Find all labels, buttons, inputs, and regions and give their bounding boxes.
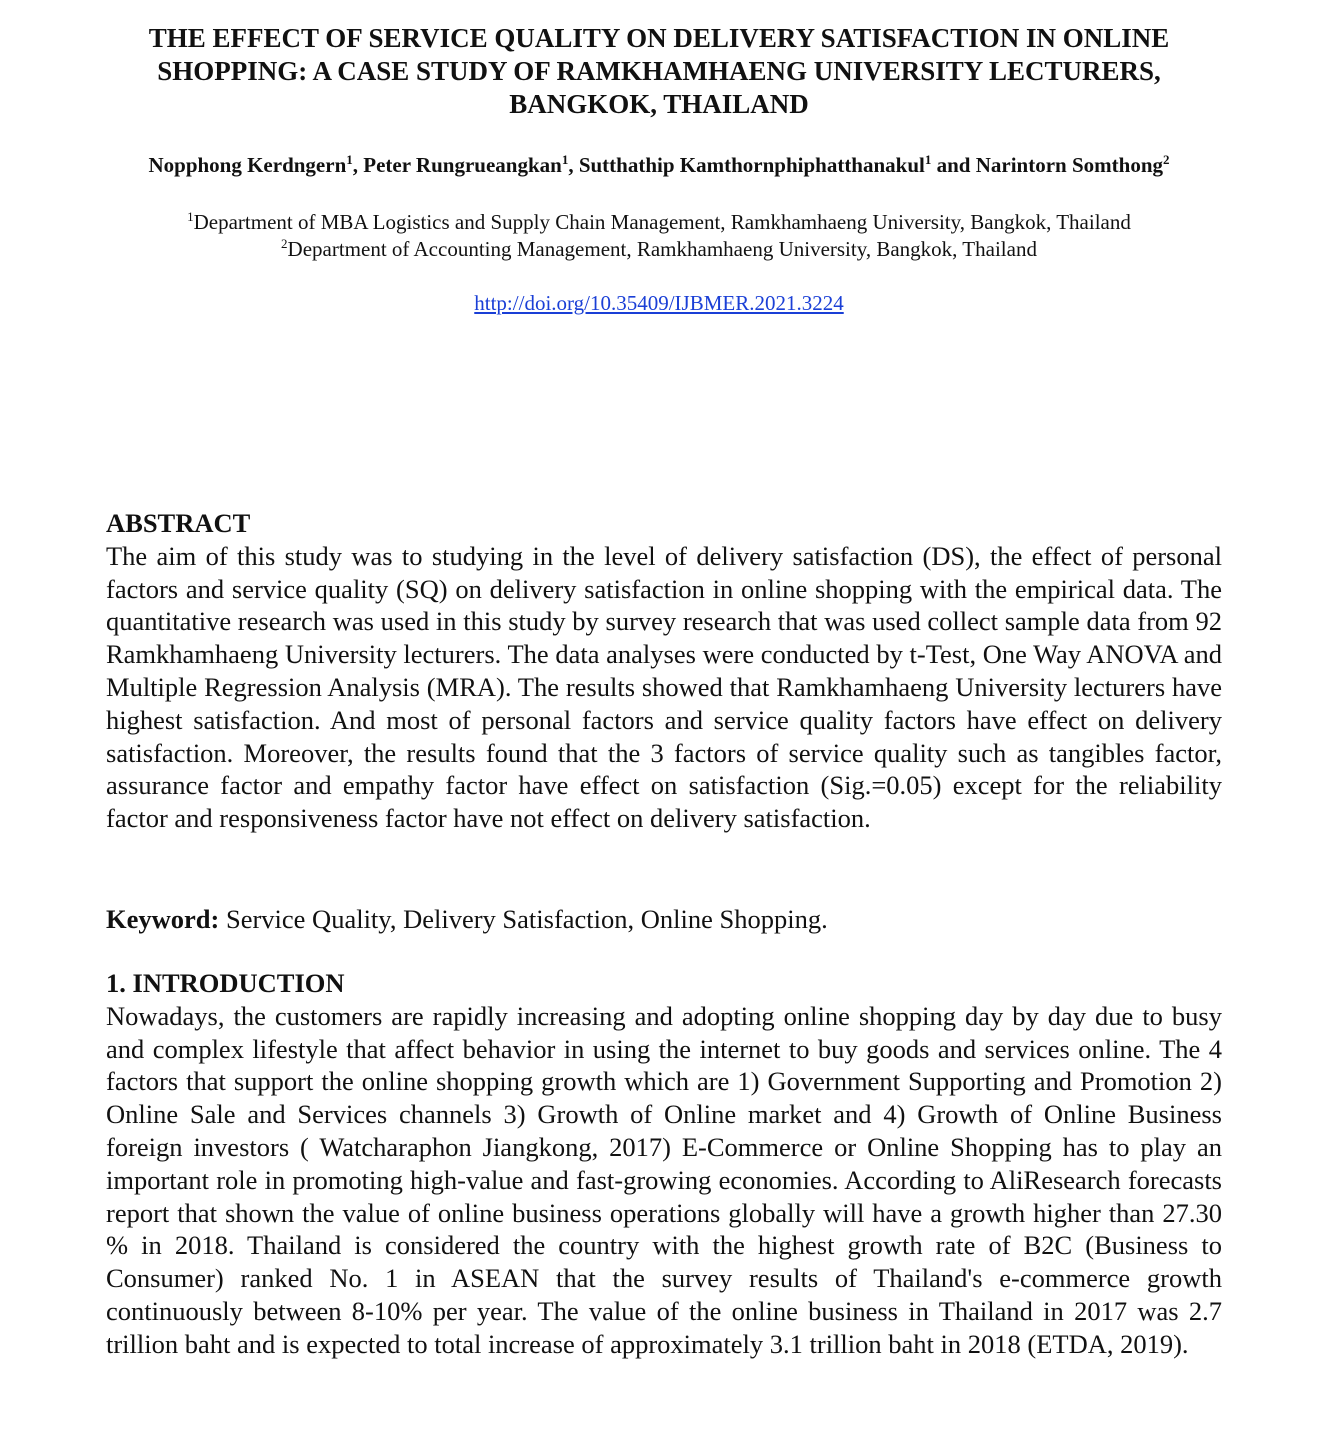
author-affiliation-mark: 1	[346, 152, 353, 167]
introduction-section	[106, 967, 1222, 1361]
author-separator: and	[931, 153, 976, 177]
affiliation-text: Department of MBA Logistics and Supply Chain Management, Ramkhamhaeng University, Bangkok, Thailand	[193, 210, 1131, 234]
author-affiliation-mark: 2	[1163, 152, 1170, 167]
author-affiliation-mark: 1	[924, 152, 932, 167]
introduction-text: Nowadays, the customers are rapidly increasing and adopting online shopping day by day due to busy and complex lifestyle that affect behavior in using the internet to buy goods and services online. The 4 factors that support the online shopping growth which are 1) Government Supporting and Promotion 2) Online Sale and Services channels 3) Growth of Online market and 4) Growth of Online Business foreign investors ( Watcharaphon Jiangkong, 2017) E-Commerce or Online Shopping has to play an important role in promoting high-value and fast-growing economies. According to AliResearch forecasts report that shown the value of online business operations globally will have a growth higher than 27.30 % in 2018. Thailand is considered the country with the highest growth rate of B2C (Business to Consumer) ranked No. 1 in ASEAN that the survey results of Thailand's e-commerce growth continuously between 8-10% per year. The value of the online business in Thailand in 2017 was 2.7 trillion baht and is expected to total increase of approximately 3.1 trillion baht in 2018 (ETDA, 2019).	[106, 1000, 1222, 1359]
keyword-line	[106, 903, 1222, 936]
keyword-label: Keyword:	[106, 904, 220, 934]
keyword-text: Service Quality, Delivery Satisfaction, Online Shopping.	[219, 904, 828, 934]
abstract-text: The aim of this study was to studying in the level of delivery satisfaction (DS), the effect of personal factors and service quality (SQ) on delivery satisfaction in online shopping with the empirical data. The quantitative research was used in this study by survey research that was used collect sample data from 92 Ramkhamhaeng University lecturers. The data analyses were conducted by t-Test, One Way ANOVA and Multiple Regression Analysis (MRA). The results showed that Ramkhamhaeng University lecturers have highest satisfaction. And most of personal factors and service quality factors have effect on delivery satisfaction. Moreover, the results found that the 3 factors of service quality such as tangibles factor, assurance factor and empathy factor have effect on satisfaction (Sig.=0.05) except for the reliability factor and responsiveness factor have not effect on delivery satisfaction.	[106, 540, 1222, 834]
doi-line	[0, 290, 1318, 316]
author-separator: ,	[568, 153, 579, 177]
affiliation-text: Department of Accounting Management, Ramkhamhaeng University, Bangkok, Thailand	[287, 237, 1037, 261]
introduction-heading: 1. INTRODUCTION	[106, 968, 345, 998]
paper-title: THE EFFECT OF SERVICE QUALITY ON DELIVERY SATISFACTION IN ONLINE SHOPPING: A CASE STUDY OF RAMKHAMHAENG UNIVERSITY LECTURERS, BANGKOK, THAILAND	[148, 23, 1170, 119]
author-affiliation-mark: 1	[561, 152, 569, 167]
affiliation-1	[80, 209, 1238, 235]
author-name: Narintorn Somthong	[975, 153, 1164, 177]
affiliation-mark: 2	[281, 236, 288, 251]
author-name: Peter Rungrueangkan	[363, 153, 562, 177]
author-separator: ,	[352, 153, 364, 177]
author-name: Nopphong Kerdngern	[148, 153, 347, 177]
doi-link[interactable]: http://doi.org/10.35409/IJBMER.2021.3224	[474, 291, 844, 315]
abstract-heading: ABSTRACT	[106, 508, 251, 538]
affiliation-2	[80, 236, 1238, 262]
affiliation-mark: 1	[187, 209, 194, 224]
author-name: Sutthathip Kamthornphiphatthanakul	[578, 153, 925, 177]
author-list	[120, 151, 1198, 179]
abstract-section	[106, 507, 1222, 835]
